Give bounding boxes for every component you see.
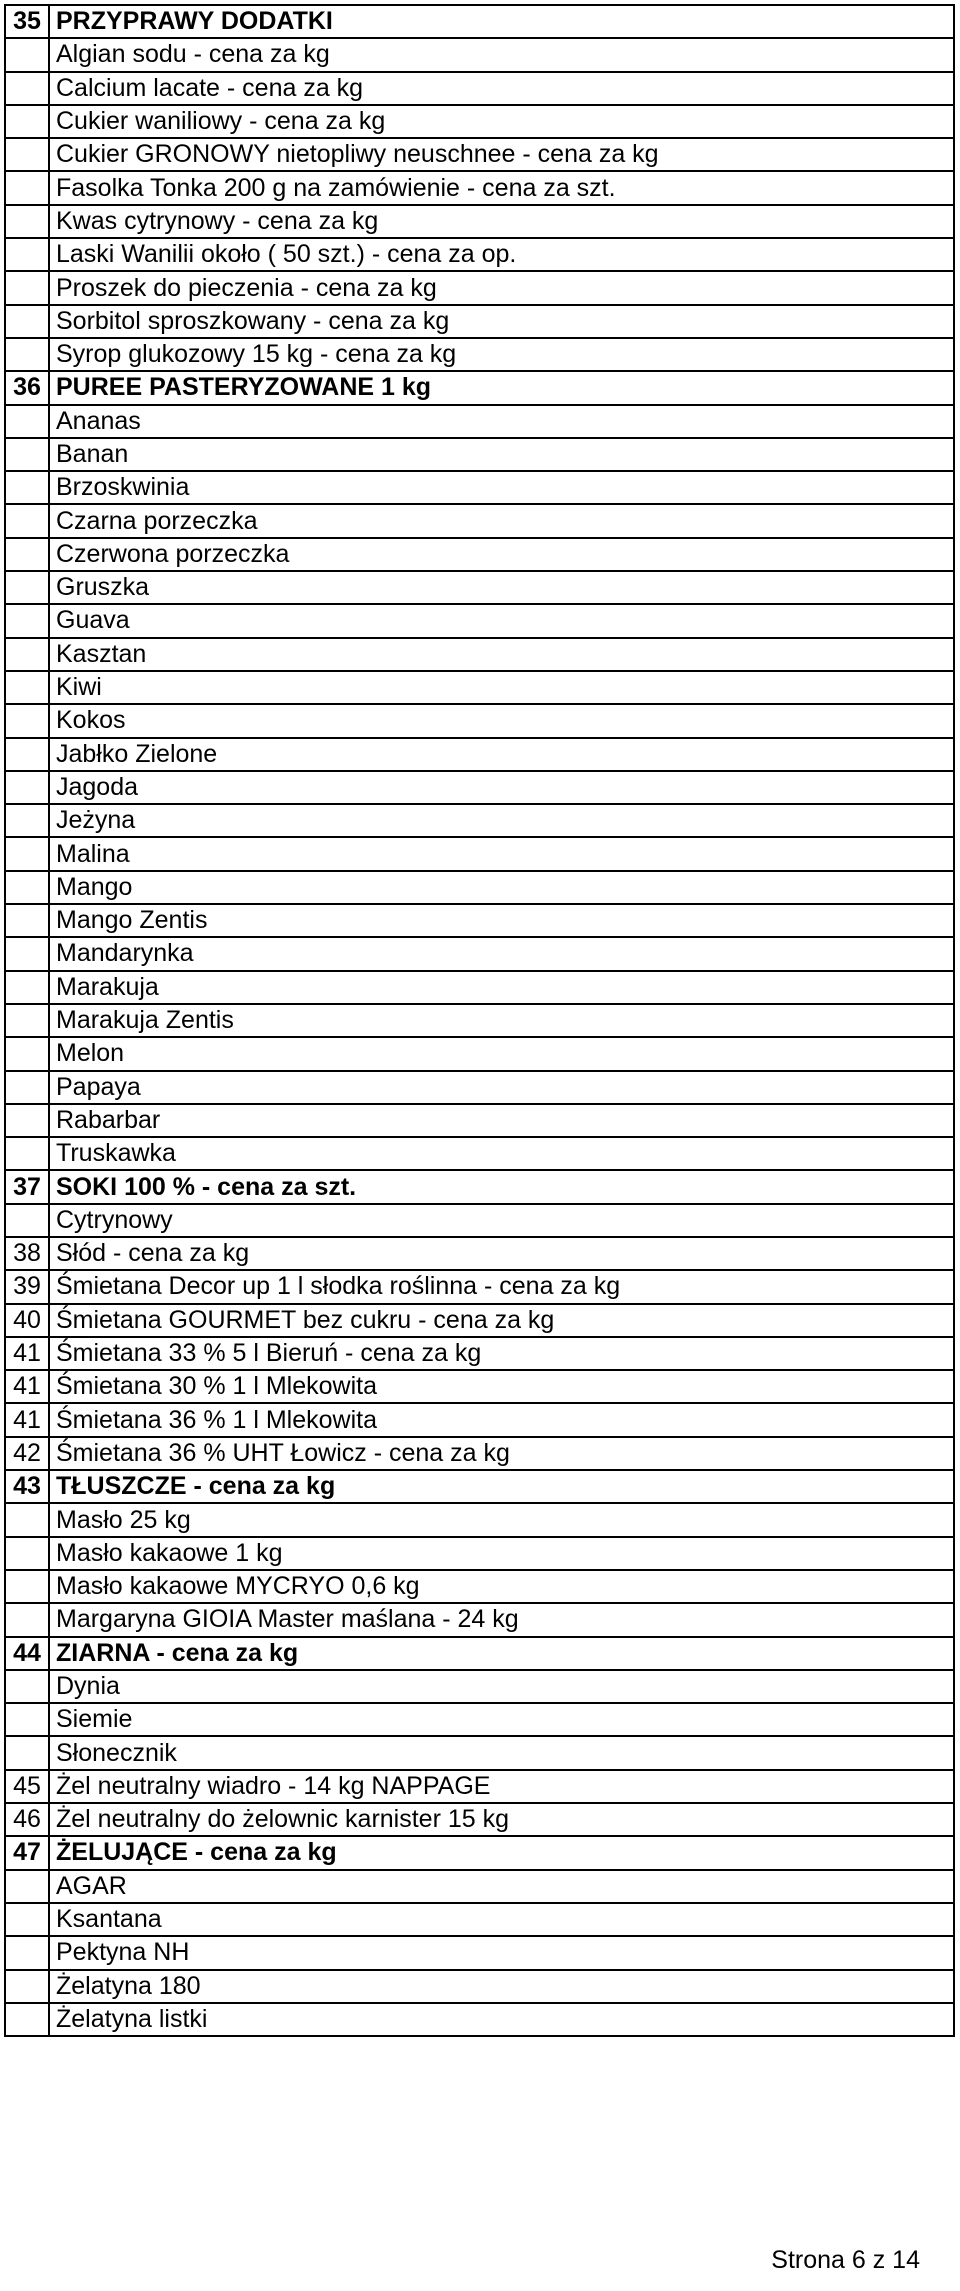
product-name: Laski Wanilii około ( 50 szt.) - cena za op. [49, 238, 954, 271]
row-number: 40 [5, 1304, 49, 1337]
row-number [5, 1204, 49, 1237]
row-number [5, 638, 49, 671]
row-number: 35 [5, 5, 49, 38]
row-number [5, 105, 49, 138]
product-row [5, 604, 954, 637]
row-number [5, 604, 49, 637]
product-row [5, 638, 954, 671]
row-number [5, 1071, 49, 1104]
row-number [5, 1537, 49, 1570]
product-name: Kasztan [49, 638, 954, 671]
row-number [5, 305, 49, 338]
product-row [5, 1570, 954, 1603]
product-row [5, 471, 954, 504]
product-name: Ananas [49, 405, 954, 438]
row-number: 41 [5, 1403, 49, 1436]
product-row [5, 2003, 954, 2036]
product-name: Mandarynka [49, 937, 954, 970]
product-name: Syrop glukozowy 15 kg - cena za kg [49, 338, 954, 371]
category-name: SOKI 100 % - cena za szt. [49, 1170, 954, 1203]
product-name: Pektyna NH [49, 1936, 954, 1969]
row-number: 46 [5, 1803, 49, 1836]
product-name: Masło kakaowe MYCRYO 0,6 kg [49, 1570, 954, 1603]
product-row [5, 1803, 954, 1836]
row-number [5, 971, 49, 1004]
row-number [5, 1503, 49, 1536]
product-row [5, 971, 954, 1004]
product-name: Słonecznik [49, 1736, 954, 1769]
product-name: Śmietana GOURMET bez cukru - cena za kg [49, 1304, 954, 1337]
product-name: Żelatyna listki [49, 2003, 954, 2036]
product-row [5, 205, 954, 238]
category-row [5, 1170, 954, 1203]
product-row [5, 1603, 954, 1636]
row-number [5, 38, 49, 71]
product-name: Marakuja [49, 971, 954, 1004]
product-row [5, 1004, 954, 1037]
row-number: 45 [5, 1770, 49, 1803]
product-name: Papaya [49, 1071, 954, 1104]
product-row [5, 1870, 954, 1903]
product-row [5, 305, 954, 338]
category-name: ZIARNA - cena za kg [49, 1637, 954, 1670]
product-row [5, 738, 954, 771]
row-number [5, 1703, 49, 1736]
product-name: Dynia [49, 1670, 954, 1703]
row-number: 42 [5, 1437, 49, 1470]
row-number [5, 538, 49, 571]
product-row [5, 105, 954, 138]
row-number: 38 [5, 1237, 49, 1270]
row-number [5, 2003, 49, 2036]
product-row [5, 937, 954, 970]
row-number: 36 [5, 371, 49, 404]
row-number [5, 1037, 49, 1070]
row-number [5, 504, 49, 537]
product-row [5, 704, 954, 737]
product-name: Proszek do pieczenia - cena za kg [49, 271, 954, 304]
product-row [5, 1503, 954, 1536]
product-name: Sorbitol sproszkowany - cena za kg [49, 305, 954, 338]
row-number: 47 [5, 1836, 49, 1869]
product-row [5, 1237, 954, 1270]
product-row [5, 238, 954, 271]
product-name: Cukier GRONOWY nietopliwy neuschnee - cena za kg [49, 138, 954, 171]
row-number [5, 671, 49, 704]
product-row [5, 671, 954, 704]
product-row [5, 504, 954, 537]
category-row [5, 5, 954, 38]
product-row [5, 1437, 954, 1470]
category-name: PRZYPRAWY DODATKI [49, 5, 954, 38]
product-name: Guava [49, 604, 954, 637]
row-number [5, 904, 49, 937]
product-row [5, 1670, 954, 1703]
product-name: Calcium lacate - cena za kg [49, 72, 954, 105]
row-number [5, 804, 49, 837]
row-number [5, 1970, 49, 2003]
product-name: Czarna porzeczka [49, 504, 954, 537]
row-number [5, 771, 49, 804]
product-name: Żel neutralny do żelownic karnister 15 kg [49, 1803, 954, 1836]
row-number [5, 471, 49, 504]
product-row [5, 538, 954, 571]
product-name: Śmietana 36 % 1 l Mlekowita [49, 1403, 954, 1436]
product-name: Śmietana 33 % 5 l Bieruń - cena za kg [49, 1337, 954, 1370]
row-number [5, 871, 49, 904]
row-number [5, 72, 49, 105]
product-row [5, 38, 954, 71]
row-number: 44 [5, 1637, 49, 1670]
row-number [5, 171, 49, 204]
product-name: AGAR [49, 1870, 954, 1903]
product-name: Gruszka [49, 571, 954, 604]
product-name: Brzoskwinia [49, 471, 954, 504]
product-name: Żelatyna 180 [49, 1970, 954, 2003]
category-name: TŁUSZCZE - cena za kg [49, 1470, 954, 1503]
product-row [5, 1137, 954, 1170]
product-row [5, 771, 954, 804]
product-name: Śmietana 30 % 1 l Mlekowita [49, 1370, 954, 1403]
product-row [5, 1703, 954, 1736]
row-number [5, 438, 49, 471]
page-number: Strona 6 z 14 [771, 2246, 920, 2274]
row-number: 39 [5, 1270, 49, 1303]
product-row [5, 1403, 954, 1436]
row-number [5, 738, 49, 771]
product-name: Słód - cena za kg [49, 1237, 954, 1270]
product-name: Algian sodu - cena za kg [49, 38, 954, 71]
product-row [5, 1537, 954, 1570]
product-row [5, 1936, 954, 1969]
product-name: Malina [49, 837, 954, 870]
row-number [5, 338, 49, 371]
product-name: Jeżyna [49, 804, 954, 837]
category-row [5, 1637, 954, 1670]
product-row [5, 1370, 954, 1403]
product-name: Masło kakaowe 1 kg [49, 1537, 954, 1570]
product-name: Cytrynowy [49, 1204, 954, 1237]
product-row [5, 571, 954, 604]
product-row [5, 1337, 954, 1370]
product-row [5, 1204, 954, 1237]
row-number [5, 1570, 49, 1603]
row-number [5, 837, 49, 870]
product-row [5, 1104, 954, 1137]
product-row [5, 904, 954, 937]
product-name: Kwas cytrynowy - cena za kg [49, 205, 954, 238]
product-row [5, 1071, 954, 1104]
row-number [5, 1736, 49, 1769]
row-number [5, 271, 49, 304]
product-name: Fasolka Tonka 200 g na zamówienie - cena za szt. [49, 171, 954, 204]
row-number [5, 1903, 49, 1936]
product-name: Marakuja Zentis [49, 1004, 954, 1037]
row-number: 41 [5, 1370, 49, 1403]
product-row [5, 1270, 954, 1303]
product-row [5, 271, 954, 304]
product-name: Czerwona porzeczka [49, 538, 954, 571]
product-name: Melon [49, 1037, 954, 1070]
product-name: Śmietana 36 % UHT Łowicz - cena za kg [49, 1437, 954, 1470]
row-number [5, 1137, 49, 1170]
product-name: Banan [49, 438, 954, 471]
row-number [5, 405, 49, 438]
row-number: 37 [5, 1170, 49, 1203]
row-number [5, 571, 49, 604]
product-name: Jagoda [49, 771, 954, 804]
row-number [5, 1870, 49, 1903]
product-name: Masło 25 kg [49, 1503, 954, 1536]
product-row [5, 1970, 954, 2003]
product-name: Margaryna GIOIA Master maślana - 24 kg [49, 1603, 954, 1636]
product-row [5, 438, 954, 471]
product-row [5, 171, 954, 204]
product-row [5, 1770, 954, 1803]
product-name: Jabłko Zielone [49, 738, 954, 771]
product-row [5, 138, 954, 171]
product-row [5, 338, 954, 371]
row-number [5, 138, 49, 171]
row-number [5, 1670, 49, 1703]
row-number [5, 1603, 49, 1636]
product-row [5, 72, 954, 105]
row-number [5, 937, 49, 970]
product-name: Rabarbar [49, 1104, 954, 1137]
product-row [5, 871, 954, 904]
product-name: Siemie [49, 1703, 954, 1736]
product-name: Żel neutralny wiadro - 14 kg NAPPAGE [49, 1770, 954, 1803]
product-name: Mango Zentis [49, 904, 954, 937]
row-number: 43 [5, 1470, 49, 1503]
row-number [5, 205, 49, 238]
category-row [5, 1470, 954, 1503]
row-number [5, 238, 49, 271]
product-name: Śmietana Decor up 1 l słodka roślinna - cena za kg [49, 1270, 954, 1303]
product-name: Ksantana [49, 1903, 954, 1936]
product-price-table [4, 4, 955, 2037]
category-name: ŻELUJĄCE - cena za kg [49, 1836, 954, 1869]
product-name: Truskawka [49, 1137, 954, 1170]
category-row [5, 1836, 954, 1869]
product-row [5, 1736, 954, 1769]
product-table-body [5, 5, 954, 2036]
product-row [5, 405, 954, 438]
category-name: PUREE PASTERYZOWANE 1 kg [49, 371, 954, 404]
product-name: Mango [49, 871, 954, 904]
row-number [5, 1104, 49, 1137]
product-name: Kokos [49, 704, 954, 737]
product-name: Kiwi [49, 671, 954, 704]
row-number [5, 1936, 49, 1969]
row-number [5, 704, 49, 737]
product-row [5, 804, 954, 837]
row-number: 41 [5, 1337, 49, 1370]
product-row [5, 1903, 954, 1936]
product-row [5, 1304, 954, 1337]
row-number [5, 1004, 49, 1037]
category-row [5, 371, 954, 404]
product-row [5, 837, 954, 870]
product-name: Cukier waniliowy - cena za kg [49, 105, 954, 138]
product-row [5, 1037, 954, 1070]
